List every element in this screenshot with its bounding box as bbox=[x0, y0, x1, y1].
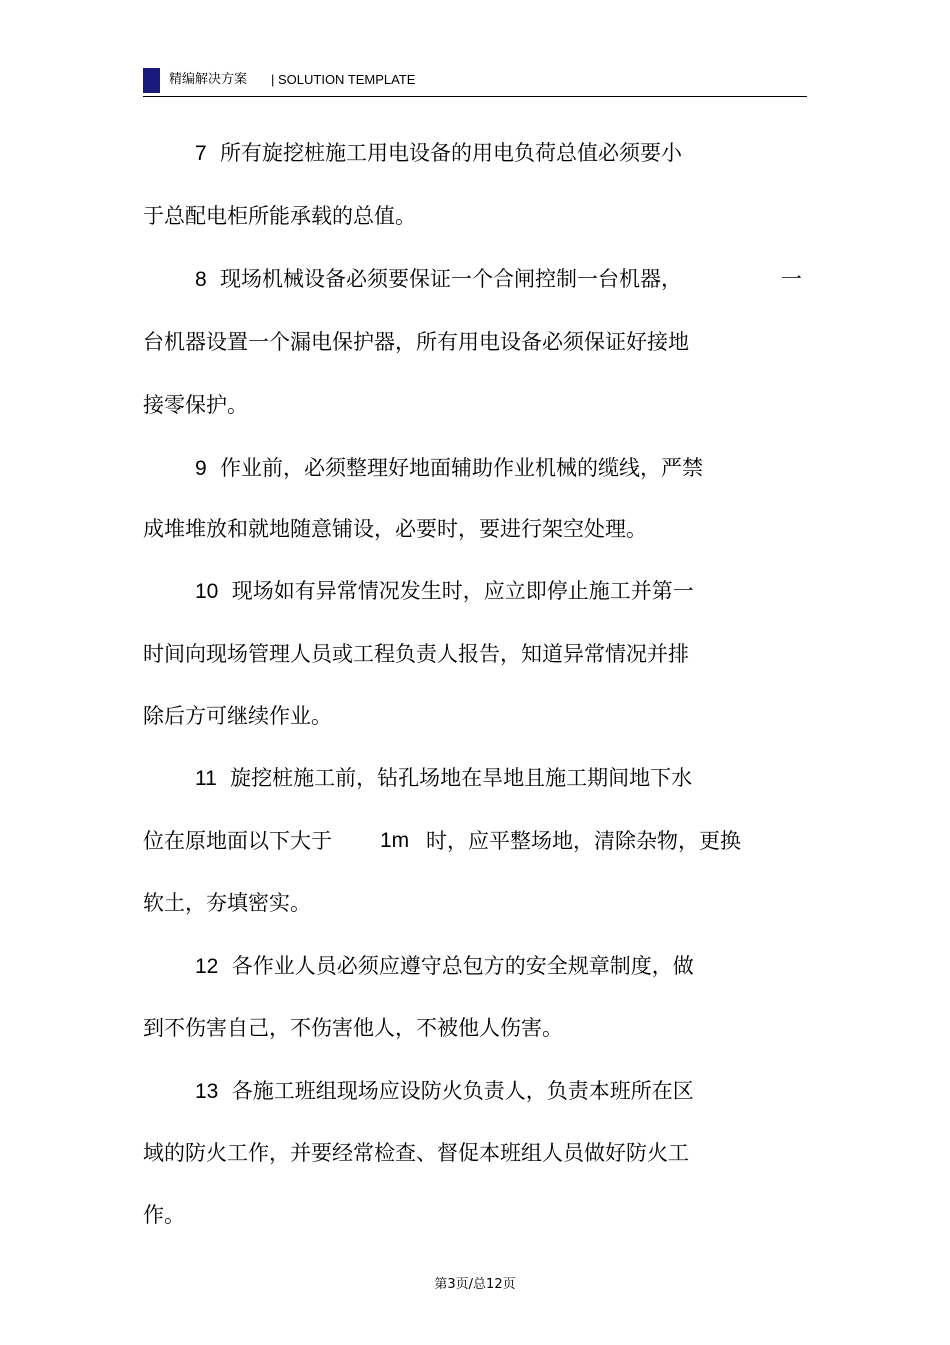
item-8-line-2 bbox=[143, 328, 689, 356]
item-8-line-3 bbox=[143, 391, 248, 419]
item-10-line-3 bbox=[143, 702, 332, 730]
item-12-line-1 bbox=[195, 952, 694, 981]
item-11-line-2-rest bbox=[426, 827, 741, 855]
line-text: 位在原地面以下大于 bbox=[143, 829, 332, 853]
item-10-line-2 bbox=[143, 640, 689, 668]
line-text: 1m bbox=[380, 829, 410, 852]
line-text: 各作业人员必须应遵守总包方的安全规章制度，做 bbox=[231, 954, 694, 978]
item-8-line-1-tail bbox=[781, 265, 802, 293]
item-number: 11 bbox=[195, 767, 217, 790]
item-13-line-2 bbox=[143, 1139, 689, 1167]
line-text: 台机器设置一个漏电保护器，所有用电设备必须保证好接地 bbox=[143, 330, 689, 354]
line-text: 域的防火工作，并要经常检查、督促本班组人员做好防火工 bbox=[143, 1141, 689, 1165]
item-11-line-2-measure bbox=[380, 827, 409, 855]
line-text: 作业前，必须整理好地面辅助作业机械的缆线，严禁 bbox=[220, 456, 704, 480]
item-7-line-2 bbox=[143, 202, 416, 230]
line-text: 成堆堆放和就地随意铺设，必要时，要进行架空处理。 bbox=[143, 517, 647, 541]
item-11-line-2 bbox=[143, 827, 332, 855]
line-text: 于总配电柜所能承载的总值。 bbox=[143, 204, 416, 228]
item-7-line-1 bbox=[195, 139, 682, 168]
item-11-line-1 bbox=[195, 764, 692, 793]
line-text: 各施工班组现场应设防火负责人，负责本班所在区 bbox=[231, 1079, 694, 1103]
item-13-line-3 bbox=[143, 1201, 185, 1229]
line-text: 接零保护。 bbox=[143, 393, 248, 417]
line-text: 所有旋挖桩施工用电设备的用电负荷总值必须要小 bbox=[220, 141, 683, 165]
page-header bbox=[143, 66, 807, 97]
item-number: 9 bbox=[195, 457, 207, 480]
line-text: 现场如有异常情况发生时，应立即停止施工并第一 bbox=[231, 579, 694, 603]
item-number: 7 bbox=[195, 142, 207, 165]
item-8-line-1 bbox=[195, 265, 682, 294]
item-number: 12 bbox=[195, 955, 219, 978]
line-text: 时，应平整场地，清除杂物，更换 bbox=[426, 829, 741, 853]
line-text: 时间向现场管理人员或工程负责人报告，知道异常情况并排 bbox=[143, 642, 689, 666]
logo-icon bbox=[143, 68, 160, 93]
item-9-line-1 bbox=[195, 454, 703, 483]
item-12-line-2 bbox=[143, 1014, 563, 1042]
item-number: 13 bbox=[195, 1080, 219, 1103]
item-13-line-1 bbox=[195, 1077, 694, 1106]
line-text: 一 bbox=[781, 267, 802, 291]
line-text: 除后方可继续作业。 bbox=[143, 704, 332, 728]
line-text: 到不伤害自己，不伤害他人，不被他人伤害。 bbox=[143, 1016, 563, 1040]
item-9-line-2 bbox=[143, 515, 647, 543]
line-text: 软土，夯填密实。 bbox=[143, 891, 311, 915]
line-text: 旋挖桩施工前，钻孔场地在旱地且施工期间地下水 bbox=[230, 766, 693, 790]
page-footer bbox=[0, 1277, 950, 1293]
item-11-line-3 bbox=[143, 889, 311, 917]
item-number: 8 bbox=[195, 268, 207, 291]
header-brand: 精编解决方案 bbox=[169, 72, 248, 87]
line-text: 现场机械设备必须要保证一个合闸控制一台机器， bbox=[220, 267, 683, 291]
line-text: 作。 bbox=[143, 1203, 185, 1227]
item-number: 10 bbox=[195, 580, 219, 603]
header-template-label: | SOLUTION TEMPLATE bbox=[271, 72, 416, 87]
page-number-label: 第3页/总12页 bbox=[434, 1277, 516, 1292]
item-10-line-1 bbox=[195, 577, 694, 606]
